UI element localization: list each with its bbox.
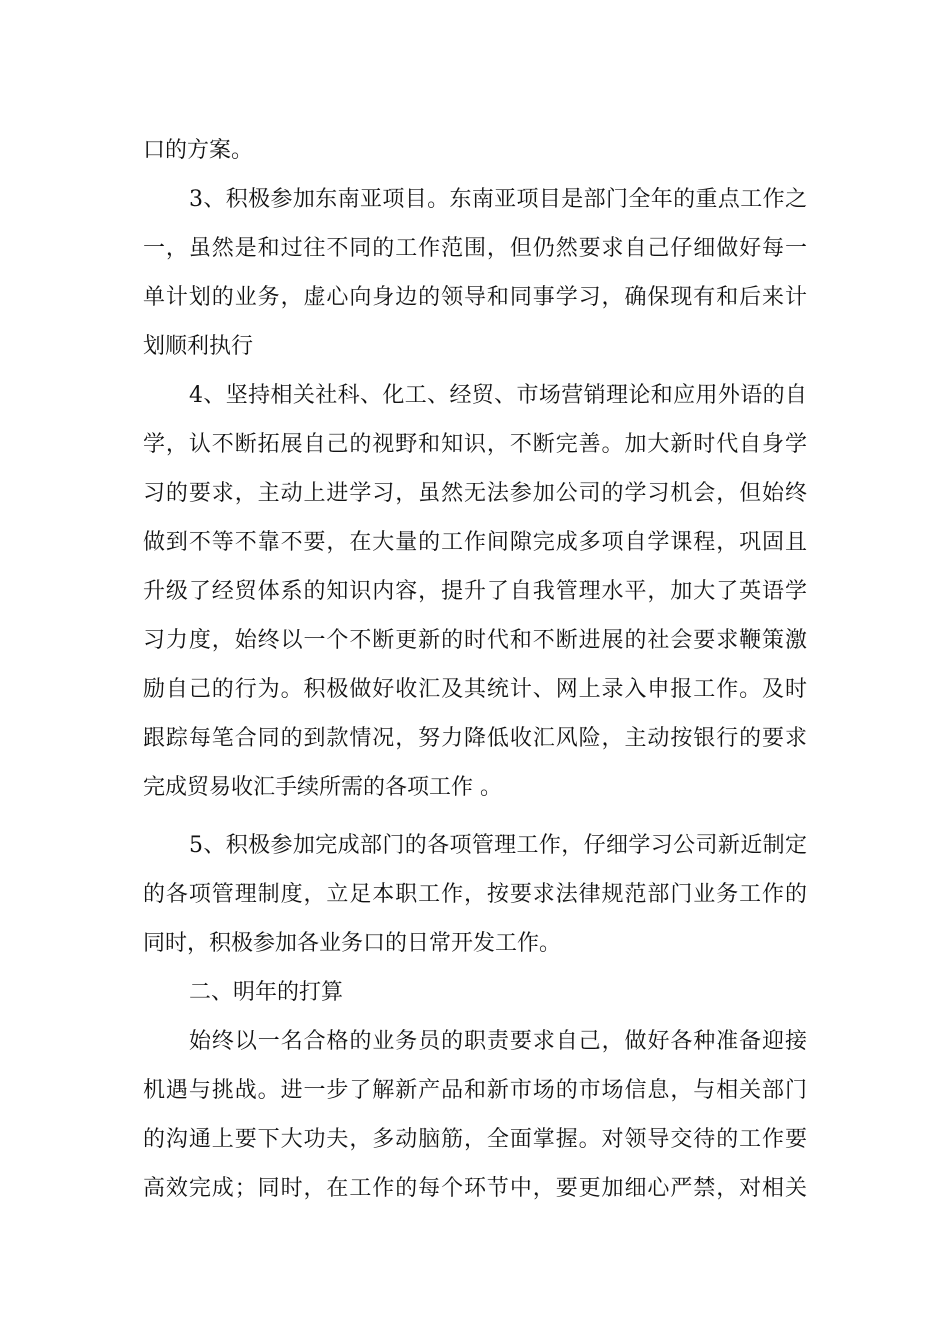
text-line: 5、积极参加完成部门的各项管理工作，仔细学习公司新近制定 [189, 833, 807, 858]
text-line: 机遇与挑战。进一步了解新产品和新市场的市场信息，与相关部门 [143, 1078, 807, 1103]
text-line: 划顺利执行 [143, 334, 254, 359]
text-line: 始终以一名合格的业务员的职责要求自己，做好各种准备迎接 [189, 1029, 807, 1054]
text-line: 励自己的行为。积极做好收汇及其统计、网上录入申报工作。及时 [143, 677, 807, 702]
text-line: 完成贸易收汇手续所需的各项工作 。 [143, 775, 502, 800]
text-line: 的各项管理制度，立足本职工作，按要求法律规范部门业务工作的 [143, 882, 807, 907]
text-line: 同时，积极参加各业务口的日常开发工作。 [143, 931, 562, 956]
text-line: 4、坚持相关社科、化工、经贸、市场营销理论和应用外语的自 [189, 383, 807, 408]
text-line: 高效完成；同时，在工作的每个环节中，要更加细心严禁，对相关 [143, 1176, 807, 1201]
text-line: 一，虽然是和过往不同的工作范围，但仍然要求自己仔细做好每一 [143, 236, 807, 261]
text-line: 口的方案。 [143, 138, 254, 163]
text-line: 习力度，始终以一个不断更新的时代和不断进展的社会要求鞭策激 [143, 628, 807, 653]
text-line: 学，认不断拓展自己的视野和知识，不断完善。加大新时代自身学 [143, 432, 807, 457]
text-line: 做到不等不靠不要，在大量的工作间隙完成多项自学课程，巩固且 [143, 530, 807, 555]
text-line: 单计划的业务，虚心向身边的领导和同事学习，确保现有和后来计 [143, 285, 807, 310]
section-heading: 二、明年的打算 [189, 980, 344, 1005]
text-line: 的沟通上要下大功夫，多动脑筋，全面掌握。对领导交待的工作要 [143, 1127, 807, 1152]
text-line: 升级了经贸体系的知识内容，提升了自我管理水平，加大了英语学 [143, 579, 807, 604]
text-line: 习的要求，主动上进学习，虽然无法参加公司的学习机会，但始终 [143, 481, 807, 506]
text-line: 3、积极参加东南亚项目。东南亚项目是部门全年的重点工作之 [189, 187, 807, 212]
text-line: 跟踪每笔合同的到款情况，努力降低收汇风险，主动按银行的要求 [143, 726, 807, 751]
